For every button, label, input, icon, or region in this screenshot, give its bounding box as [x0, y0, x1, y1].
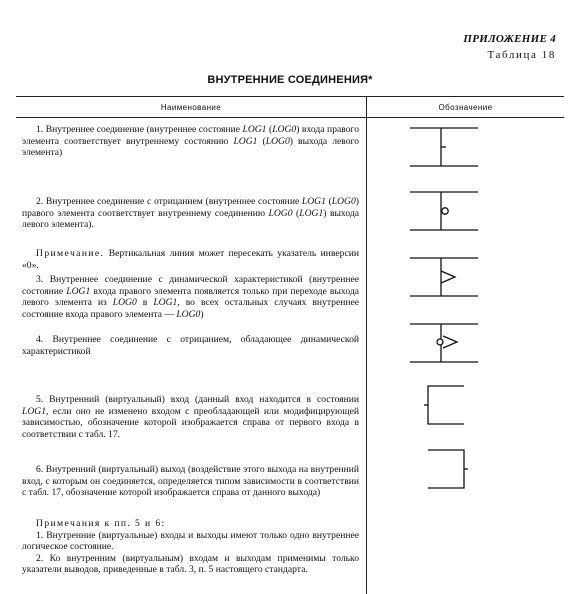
- virtual-output-symbol: [400, 444, 490, 494]
- table-header-border: [16, 117, 564, 118]
- note-2-label: Примечания к пп. 5 и 6:: [36, 518, 166, 529]
- note-2-item-2: 2. Ко внутренним (виртуальным) входам и выходам применимы только указатели выводов, приведенные в табл. 3, п. 5 настоящего стандарта.: [22, 552, 359, 576]
- appendix-label: ПРИЛОЖЕНИЕ 4: [463, 33, 556, 45]
- note-2-item-1: 1. Внутренние (виртуальные) входы и выходы имеют только одно внутреннее логическое состояние.: [22, 529, 359, 553]
- column-header-name: Наименование: [160, 103, 222, 112]
- note-2: [22, 518, 359, 576]
- column-header-symbol: Обозначение: [438, 103, 493, 112]
- internal-connection-symbol: [400, 122, 490, 172]
- table-title: ВНУТРЕННИЕ СОЕДИНЕНИЯ*: [207, 74, 373, 86]
- row-4-description: 4. Внутреннее соединение с отрицанием, обладающее динамической характеристикой: [22, 334, 359, 357]
- row-3-description: 3. Внутреннее соединение с динамической характеристикой (внутреннее состояние LOG1 входа правого элемента появляется только при переходе выхода левого элемента из LOG0 в LOG1, во всех остальных случаях внутреннее состояние входа правого элемента — LOG0): [22, 274, 359, 320]
- row-6-description: 6. Внутренний (виртуальный) выход (воздействие этого выхода на внутренний вход, с которым он соединяется, определяется типом зависимости в соответствии с табл. 17, обозначение которой изображается справа от данного выхода): [22, 464, 359, 499]
- row-2-description: 2. Внутреннее соединение с отрицанием (внутреннее состояние LOG1 (LOG0) правого элемента соответствует внутреннему соединению LOG0 (LOG1) выхода левого элемента).: [22, 196, 360, 231]
- row-5-description: 5. Внутренний (виртуальный) вход (данный вход находится в состоянии LOG1, если оно не изменено входом с преобладающей или модифицирующей зависимостью, обозначение которой изображается справа от первого входа в соответствии с табл. 17.: [22, 394, 359, 440]
- table-top-border: [16, 96, 564, 97]
- row-1-description: 1. Внутреннее соединение (внутреннее состояние LOG1 (LOG0) входа правого элемента соответствует внутреннему состоянию LOG1 (LOG0) выхода левого элемента): [22, 124, 360, 159]
- virtual-input-symbol: [400, 380, 490, 430]
- internal-connection-dynamic-symbol: [400, 252, 490, 302]
- table-number: Таблица 18: [487, 49, 556, 61]
- internal-connection-negation-dynamic-symbol: [400, 318, 490, 368]
- note-1: Примечание. Вертикальная линия может пересекать указатель инверсии «0».: [22, 248, 359, 271]
- column-divider: [366, 96, 367, 594]
- note-1-label: Примечание.: [36, 248, 105, 259]
- internal-connection-negation-symbol: [400, 186, 490, 236]
